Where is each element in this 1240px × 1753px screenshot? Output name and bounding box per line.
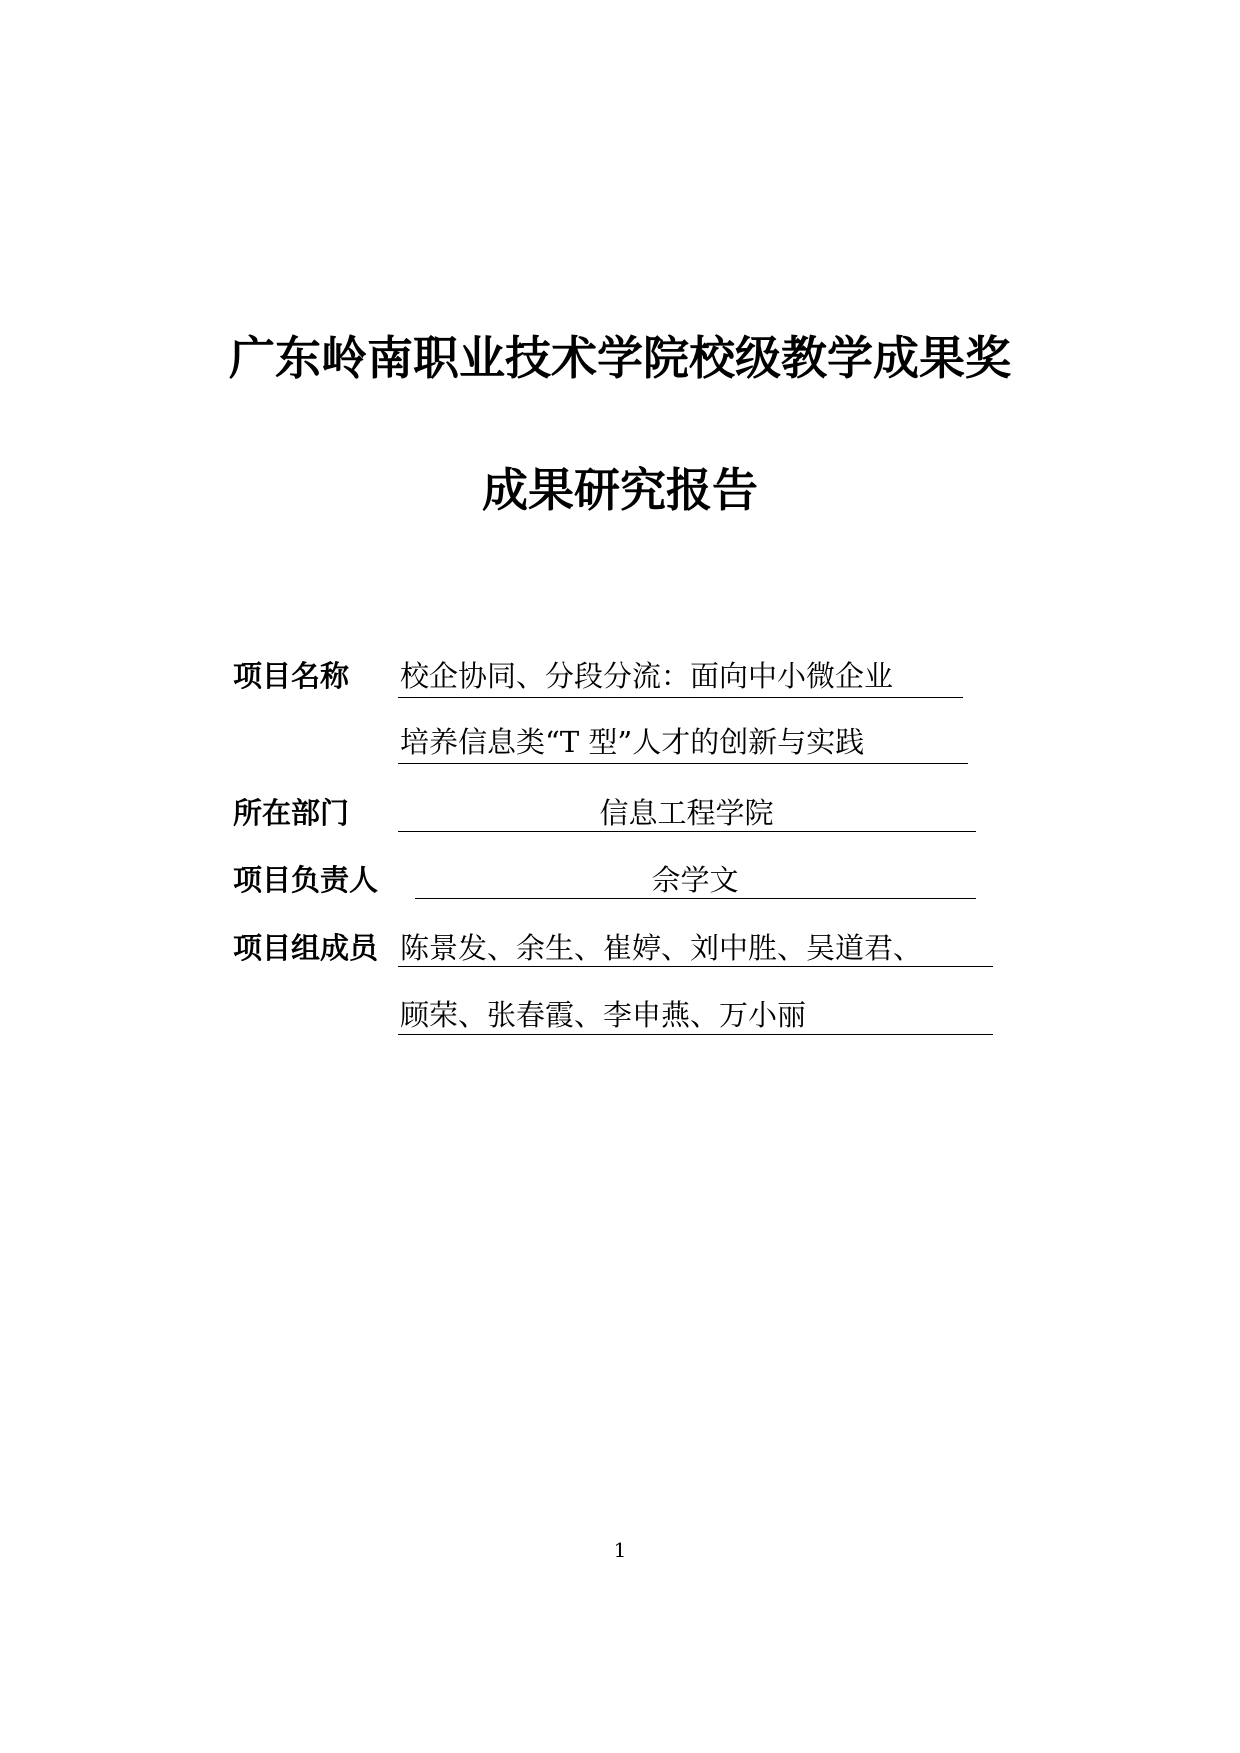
members-value-line-2: 顾荣、张春霞、李申燕、万小丽	[400, 998, 807, 1032]
members-label: 项目组成员	[233, 931, 379, 965]
leader-label: 项目负责人	[233, 863, 379, 897]
leader-value: 佘学文	[651, 863, 739, 897]
project-name-label: 项目名称	[233, 659, 350, 693]
department-value: 信息工程学院	[599, 796, 774, 830]
leader-underline	[415, 898, 976, 899]
project-name-underline-2	[398, 763, 968, 764]
department-underline	[398, 831, 976, 832]
project-name-value-line-1: 校企协同、分段分流：面向中小微企业	[400, 659, 894, 693]
department-label: 所在部门	[233, 796, 350, 830]
members-underline-1	[398, 966, 993, 967]
report-title-line-2: 成果研究报告	[482, 463, 758, 517]
report-title-line-1: 广东岭南职业技术学院校级教学成果奖	[229, 331, 1011, 385]
project-name-value-line-2: 培养信息类“T 型”人才的创新与实践	[400, 725, 865, 759]
members-underline-2	[398, 1034, 993, 1035]
page-number: 1	[613, 1538, 627, 1562]
project-name-underline-1	[398, 697, 963, 698]
members-value-line-1: 陈景发、余生、崔婷、刘中胜、吴道君、	[400, 931, 923, 965]
